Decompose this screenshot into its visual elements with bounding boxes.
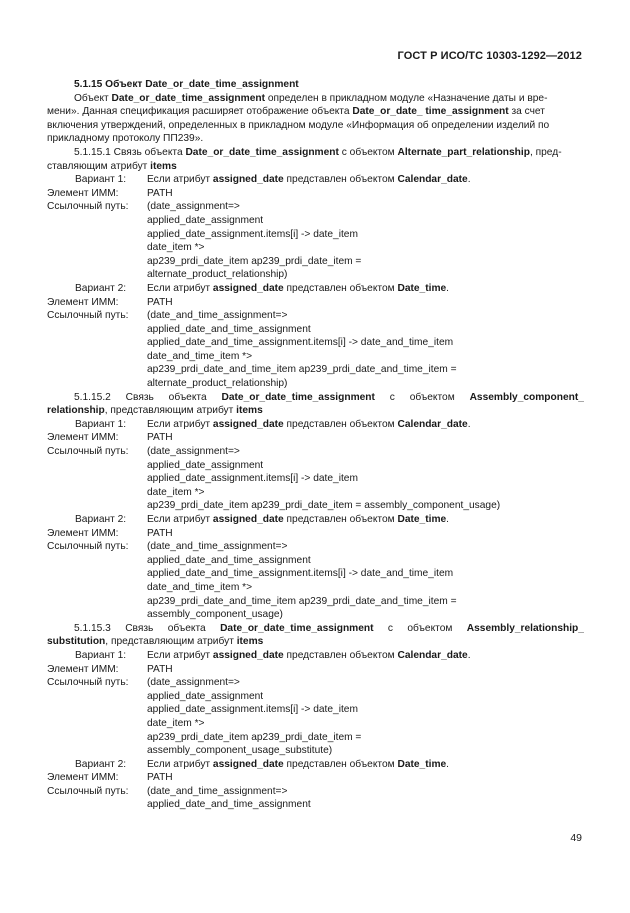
intro-line-3: включения утверждений, определенных в прикладном модуле «Информация об определении изделий по xyxy=(47,119,550,131)
s1-variant-2: Вариант 2: Если атрибут assigned_date представлен объектом Date_time. xyxy=(75,282,450,294)
path-line: applied_date_and_time_assignment xyxy=(147,323,311,335)
path-line: applied_date_and_time_assignment.items[i] -> date_and_time_item xyxy=(147,568,454,580)
path-line: date_and_time_item *> xyxy=(147,581,253,593)
path-line: date_item *> xyxy=(147,242,205,254)
s1-v1-ref-path: Ссылочный путь: (date_assignment=> xyxy=(47,201,240,213)
path-line: applied_date_and_time_assignment.items[i] -> date_and_time_item xyxy=(147,337,454,349)
page-number: 49 xyxy=(570,832,582,844)
path-line: date_item *> xyxy=(147,486,205,498)
path-line: assembly_component_usage_substitute) xyxy=(147,745,333,757)
document-header: ГОСТ Р ИСО/ТС 10303-1292—2012 xyxy=(397,50,582,62)
path-line: applied_date_assignment xyxy=(147,459,264,471)
s3-variant-2: Вариант 2: Если атрибут assigned_date представлен объектом Date_time. xyxy=(75,758,450,770)
path-line: applied_date_assignment xyxy=(147,214,264,226)
path-line: ap239_prdi_date_item ap239_prdi_date_item = xyxy=(147,731,362,743)
s2-v1-element: Элемент ИММ: PATH xyxy=(47,432,173,444)
path-line: applied_date_assignment xyxy=(147,690,264,702)
path-line: ap239_prdi_date_item ap239_prdi_date_item = xyxy=(147,255,362,267)
subsection-1-title-cont: ставляющим атрибут items xyxy=(47,160,177,172)
path-line: date_and_time_item *> xyxy=(147,350,253,362)
subsection-2-title: 5.1.15.2 Связь объекта Date_or_date_time_assignment с объектом Assembly_component_ xyxy=(74,391,584,403)
path-line: applied_date_assignment.items[i] -> date_item xyxy=(147,473,358,485)
s2-v1-ref-path: Ссылочный путь: (date_assignment=> xyxy=(47,446,240,458)
path-line: alternate_product_relationship) xyxy=(147,269,288,281)
document-body xyxy=(47,78,584,812)
subsection-3-title: 5.1.15.3 Связь объекта Date_or_date_time_assignment с объектом Assembly_relationship_ xyxy=(74,622,584,634)
path-line: ap239_prdi_date_and_time_item ap239_prdi_date_and_time_item = xyxy=(147,364,457,376)
s1-v2-element: Элемент ИММ: PATH xyxy=(47,296,173,308)
s1-v2-ref-path: Ссылочный путь: (date_and_time_assignment=> xyxy=(47,310,288,322)
intro-line-4: прикладному протоколу ПП239». xyxy=(47,133,204,145)
s2-variant-1: Вариант 1: Если атрибут assigned_date представлен объектом Calendar_date. xyxy=(75,418,471,430)
intro-line-2: мени». Данная спецификация расширяет отображение объекта Date_or_date_ time_assignment за счет xyxy=(47,106,545,118)
section-heading: 5.1.15 Объект Date_or_date_time_assignment xyxy=(74,79,299,90)
s3-v1-element: Элемент ИММ: PATH xyxy=(47,663,173,675)
intro-line-1: Объект Date_or_date_time_assignment определен в прикладном модуле «Назначение даты и вре- xyxy=(74,92,548,104)
subsection-1-title: 5.1.15.1 Связь объекта Date_or_date_time_assignment с объектом Alternate_part_relationship, пред- xyxy=(74,146,562,158)
path-line: alternate_product_relationship) xyxy=(147,378,288,390)
path-line: ap239_prdi_date_and_time_item ap239_prdi_date_and_time_item = xyxy=(147,595,457,607)
s1-v1-element: Элемент ИММ: PATH xyxy=(47,187,173,199)
s2-v2-ref-path: Ссылочный путь: (date_and_time_assignment=> xyxy=(47,541,288,553)
s3-v1-ref-path: Ссылочный путь: (date_assignment=> xyxy=(47,677,240,689)
path-line: ap239_prdi_date_item ap239_prdi_date_item = assembly_component_usage) xyxy=(147,500,501,512)
subsection-2-title-cont: relationship, представляющим атрибут items xyxy=(47,405,263,417)
path-line: applied_date_and_time_assignment xyxy=(147,799,311,811)
s3-v2-ref-path: Ссылочный путь: (date_and_time_assignment=> xyxy=(47,785,288,797)
path-line: date_item *> xyxy=(147,717,205,729)
subsection-3-title-cont: substitution, представляющим атрибут items xyxy=(47,636,264,648)
s2-v2-element: Элемент ИММ: PATH xyxy=(47,527,173,539)
path-line: applied_date_and_time_assignment xyxy=(147,554,311,566)
s1-variant-1: Вариант 1: Если атрибут assigned_date представлен объектом Calendar_date. xyxy=(75,174,471,186)
s3-v2-element: Элемент ИММ: PATH xyxy=(47,772,173,784)
path-line: assembly_component_usage) xyxy=(147,609,283,621)
s3-variant-1: Вариант 1: Если атрибут assigned_date представлен объектом Calendar_date. xyxy=(75,649,471,661)
path-line: applied_date_assignment.items[i] -> date_item xyxy=(147,704,358,716)
s2-variant-2: Вариант 2: Если атрибут assigned_date представлен объектом Date_time. xyxy=(75,514,450,525)
path-line: applied_date_assignment.items[i] -> date_item xyxy=(147,228,358,240)
